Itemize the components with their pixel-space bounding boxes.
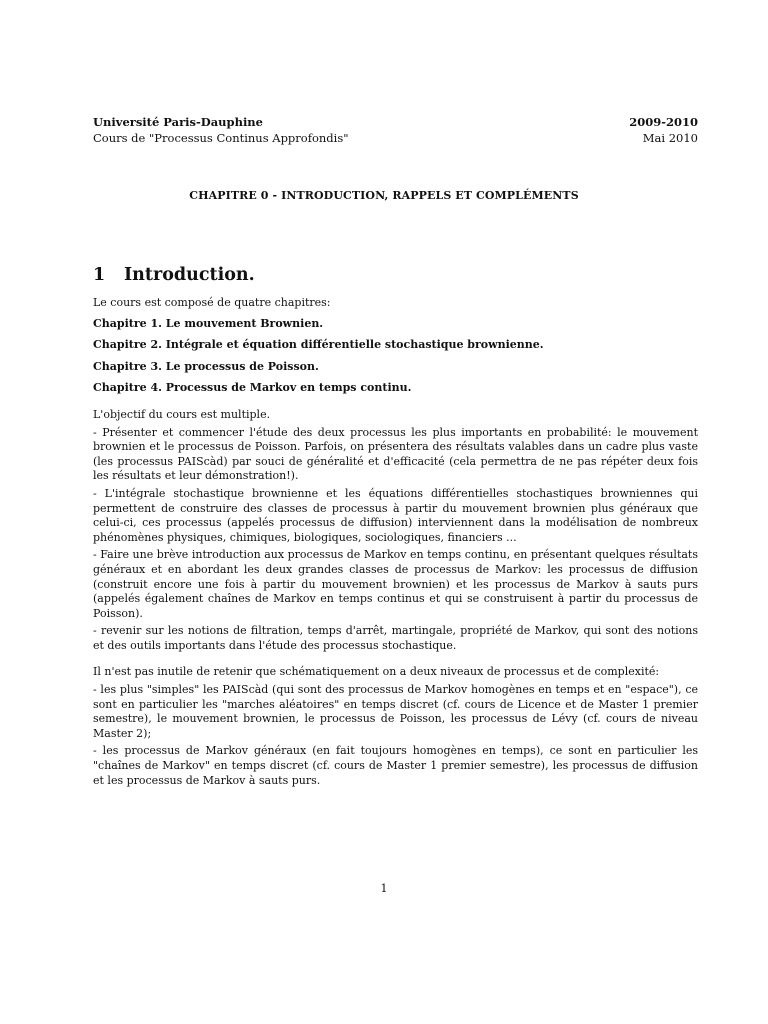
academic-year: 2009-2010 xyxy=(629,115,698,129)
chapter-item: Chapitre 1. Le mouvement Brownien. xyxy=(93,316,324,330)
level-paragraph: - les processus de Markov généraux (en fait toujours homogènes en temps), ce sont en particulier les "chaînes de Markov" en temps discret (cf. cours de Master 1 premier semestre), les processus de diffusion et les processus de Markov à sauts purs. xyxy=(93,744,698,787)
header-row-2 xyxy=(93,131,698,145)
course-name: Cours de "Processus Continus Approfondis" xyxy=(93,131,349,145)
objective-paragraph: - Faire une brève introduction aux processus de Markov en temps continu, en présentant quelques résultats généraux et en abordant les deux grandes classes de processus de Markov: les processus de diffusion (construit encore une fois à partir du mouvement brownien) et les processus de Markov à sauts purs (appelés également chaînes de Markov en temps continus et qui se construisent à partir du processus de Poisson). xyxy=(93,548,698,620)
objective-paragraph: - Présenter et commencer l'étude des deux processus les plus importants en probabilité: le mouvement brownien et le processus de Poisson. Parfois, on présentera des résultats valables dans un cadre plus vaste (les processus PAIScàd) par souci de généralité et d'efficacité (cela permettra de ne pas répéter deux fois les résultats et leur démonstration!). xyxy=(93,425,698,483)
chapter-item: Chapitre 2. Intégrale et équation différentielle stochastique brownienne. xyxy=(93,338,544,352)
section-number: 1 xyxy=(93,265,106,285)
page-number: 1 xyxy=(380,882,388,895)
objective-paragraph: - revenir sur les notions de filtration, temps d'arrêt, martingale, propriété de Markov, qui sont des notions et des outils importants dans l'étude des processus stochastique. xyxy=(93,624,698,652)
header-row-1 xyxy=(93,115,698,129)
section-title: Introduction. xyxy=(124,265,255,285)
objectives-title: L'objectif du cours est multiple. xyxy=(93,407,271,421)
objective-paragraph: - L'intégrale stochastique brownienne et les équations différentielles stochastiques browniennes qui permettent de construire des classes de processus à partir du mouvement brownien plus généraux que celui-ci, ces processus (appelés processus de diffusion) interviennent dans la modélisation de nombreux phénomènes physiques, chimiques, biologiques, sociologiques, financiers ... xyxy=(93,486,698,544)
section-heading xyxy=(93,265,255,285)
body-text xyxy=(93,296,698,788)
chapter-title: CHAPITRE 0 - INTRODUCTION, RAPPELS ET COMPLÉMENTS xyxy=(189,189,579,202)
chapter-item: Chapitre 3. Le processus de Poisson. xyxy=(93,359,319,373)
university-name: Université Paris-Dauphine xyxy=(93,115,263,129)
chapter-item: Chapitre 4. Processus de Markov en temps continu. xyxy=(93,381,412,395)
levels-title: Il n'est pas inutile de retenir que schématiquement on a deux niveaux de processus et de complexité: xyxy=(93,665,660,679)
intro-paragraph: Le cours est composé de quatre chapitres: xyxy=(93,296,331,309)
document-date: Mai 2010 xyxy=(642,131,698,145)
level-paragraph: - les plus "simples" les PAIScàd (qui sont des processus de Markov homogènes en temps et en "espace"), ce sont en particulier les "marches aléatoires" en temps discret (cf. cours de Licence et de Master 1 premier semestre), le mouvement brownien, le processus de Poisson, les processus de Lévy (cf. cours de niveau Master 2); xyxy=(93,683,698,740)
